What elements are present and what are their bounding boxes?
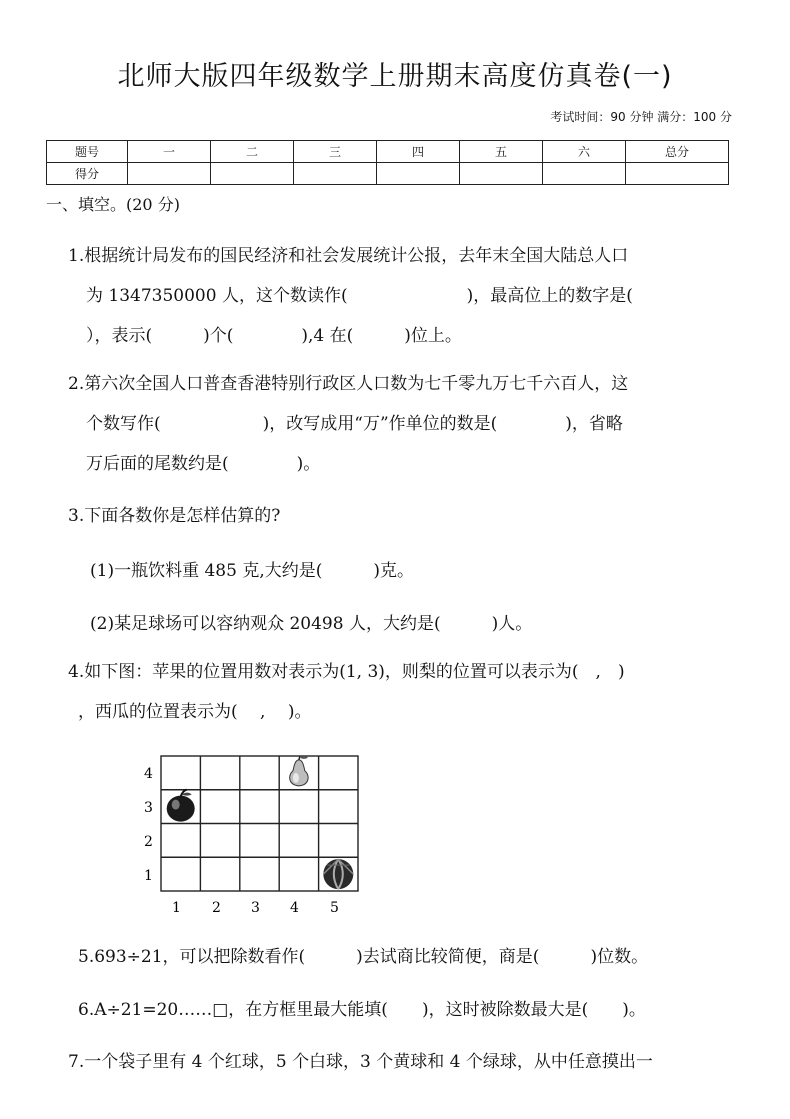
score-table <box>46 140 729 185</box>
y-axis-label: 1 <box>144 868 153 884</box>
question-3-sub-1: (1)一瓶饮料重 485 克,大约是( )克。 <box>90 561 415 581</box>
score-row-label: 得分 <box>47 163 128 185</box>
question-4-line: ，西瓜的位置表示为( , )。 <box>78 702 312 722</box>
question-1-line: 为 1347350000 人，这个数读作( )，最高位上的数字是( <box>86 286 633 306</box>
x-axis-label: 3 <box>251 900 260 916</box>
question-2-line: 万后面的尾数约是( )。 <box>86 454 321 474</box>
score-header-cell: 总分 <box>626 141 729 163</box>
question-3-stem: 3.下面各数你是怎样估算的? <box>68 506 281 526</box>
score-table-header-row <box>47 141 729 163</box>
x-axis-label: 2 <box>212 900 221 916</box>
question-6-line: 6.A÷21=20……□，在方框里最大能填( )，这时被除数最大是( )。 <box>78 1000 646 1020</box>
score-header-cell: 三 <box>294 141 377 163</box>
score-cell[interactable] <box>294 163 377 185</box>
question-1-line: ），表示( )个( ),4 在( )位上。 <box>86 326 462 346</box>
score-cell[interactable] <box>211 163 294 185</box>
y-axis-label: 4 <box>144 766 153 782</box>
score-cell[interactable] <box>128 163 211 185</box>
question-2-line: 个数写作( )，改写成用“万”作单位的数是( )，省略 <box>86 414 623 434</box>
score-cell[interactable] <box>377 163 460 185</box>
page-title: 北师大版四年级数学上册期末高度仿真卷(一) <box>117 61 673 92</box>
score-cell[interactable] <box>626 163 729 185</box>
score-table-score-row <box>47 163 729 185</box>
question-3-sub-2: (2)某足球场可以容纳观众 20498 人，大约是( )人。 <box>90 614 533 634</box>
question-1 <box>68 236 748 356</box>
x-axis-label: 1 <box>172 900 181 916</box>
question-6 <box>78 990 758 1030</box>
score-cell[interactable] <box>460 163 543 185</box>
y-axis-label: 3 <box>144 800 153 816</box>
score-cell[interactable] <box>543 163 626 185</box>
exam-info: 考试时间：90 分钟 满分：100 分 <box>550 110 732 124</box>
pear-icon <box>290 756 308 786</box>
score-header-cell: 四 <box>377 141 460 163</box>
section-heading: 一、填空。(20 分) <box>46 195 180 214</box>
question-1-line: 1.根据统计局发布的国民经济和社会发展统计公报，去年末全国大陆总人口 <box>68 246 629 266</box>
question-3 <box>68 496 748 536</box>
watermelon-icon <box>323 859 353 889</box>
apple-icon <box>167 790 195 822</box>
question-4-line: 4.如下图：苹果的位置用数对表示为(1, 3)，则梨的位置可以表示为( , ) <box>68 662 625 682</box>
question-2 <box>68 364 748 484</box>
question-5 <box>78 937 758 977</box>
x-axis-label: 4 <box>290 900 299 916</box>
y-axis-label: 2 <box>144 834 153 850</box>
question-7-line: 7.一个袋子里有 4 个红球，5 个白球，3 个黄球和 4 个绿球，从中任意摸出一 <box>68 1052 653 1072</box>
question-7 <box>68 1042 748 1082</box>
score-header-cell: 题号 <box>47 141 128 163</box>
coordinate-grid <box>140 755 370 925</box>
score-header-cell: 二 <box>211 141 294 163</box>
score-header-cell: 六 <box>543 141 626 163</box>
score-header-cell: 一 <box>128 141 211 163</box>
question-5-line: 5.693÷21，可以把除数看作( )去试商比较简便，商是( )位数。 <box>78 947 649 967</box>
question-4 <box>68 652 748 732</box>
x-axis-label: 5 <box>330 900 339 916</box>
question-2-line: 2.第六次全国人口普查香港特别行政区人口数为七千零九万七千六百人，这 <box>68 374 629 394</box>
coordinate-grid-svg <box>140 755 370 925</box>
score-header-cell: 五 <box>460 141 543 163</box>
